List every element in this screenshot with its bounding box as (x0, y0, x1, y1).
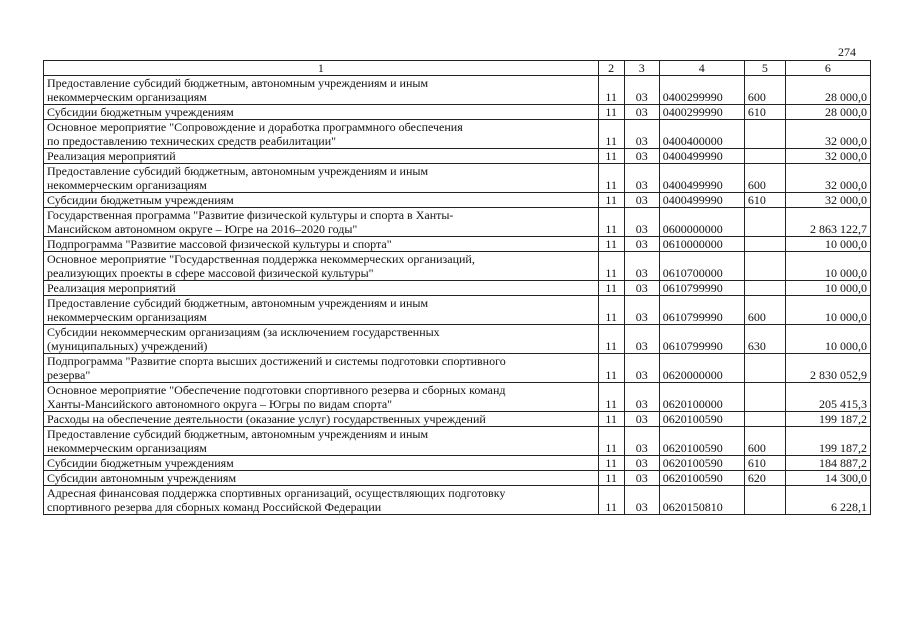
row-name-line: Предоставление субсидий бюджетным, автономным учреждениям и иным (47, 427, 429, 441)
target-article-code: 0620100000 (659, 383, 744, 412)
table-row (44, 281, 871, 296)
section-code: 11 (598, 427, 624, 456)
expense-type-code: 610 (744, 456, 785, 471)
row-name-line: Субсидии бюджетным учреждениям (47, 105, 234, 119)
header-row (44, 61, 871, 76)
subsection-code: 03 (624, 296, 659, 325)
column-header-3: 3 (624, 61, 659, 76)
subsection-code: 03 (624, 149, 659, 164)
row-name-line: Адресная финансовая поддержка спортивных организаций, осуществляющих подготовку (47, 486, 506, 500)
expense-type-code (744, 120, 785, 149)
expense-type-code (744, 412, 785, 427)
amount: 2 830 052,9 (785, 354, 870, 383)
row-name (44, 296, 599, 325)
row-name-line: Реализация мероприятий (47, 281, 176, 295)
amount: 14 300,0 (785, 471, 870, 486)
row-name-line: Подпрограмма "Развитие спорта высших достижений и системы подготовки спортивного (47, 354, 506, 368)
subsection-code: 03 (624, 120, 659, 149)
row-name-line: Мансийском автономном округе – Югре на 2016–2020 годы" (47, 222, 358, 236)
row-name-line: Основное мероприятие "Обеспечение подготовки спортивного резерва и сборных команд (47, 383, 506, 397)
table-row (44, 471, 871, 486)
row-name-line: резерва" (47, 368, 91, 382)
section-code: 11 (598, 471, 624, 486)
target-article-code: 0400499990 (659, 149, 744, 164)
subsection-code: 03 (624, 383, 659, 412)
target-article-code: 0400299990 (659, 105, 744, 120)
subsection-code: 03 (624, 208, 659, 237)
table-row (44, 193, 871, 208)
row-name (44, 120, 599, 149)
row-name-line: спортивного резерва для сборных команд Российской Федерации (47, 500, 382, 514)
target-article-code: 0620000000 (659, 354, 744, 383)
row-name (44, 281, 599, 296)
row-name-line: Основное мероприятие "Сопровождение и доработка программного обеспечения (47, 120, 463, 134)
amount: 10 000,0 (785, 252, 870, 281)
row-name (44, 237, 599, 252)
section-code: 11 (598, 486, 624, 515)
section-code: 11 (598, 383, 624, 412)
row-name (44, 325, 599, 354)
target-article-code: 0610799990 (659, 296, 744, 325)
amount: 32 000,0 (785, 149, 870, 164)
row-name-line: Реализация мероприятий (47, 149, 176, 163)
expense-type-code (744, 486, 785, 515)
target-article-code: 0600000000 (659, 208, 744, 237)
table-row (44, 208, 871, 237)
section-code: 11 (598, 149, 624, 164)
target-article-code: 0400499990 (659, 164, 744, 193)
row-name-line: Государственная программа "Развитие физической культуры и спорта в Ханты- (47, 208, 454, 222)
table-row (44, 149, 871, 164)
table-row (44, 120, 871, 149)
expense-type-code: 600 (744, 76, 785, 105)
amount: 28 000,0 (785, 76, 870, 105)
subsection-code: 03 (624, 193, 659, 208)
subsection-code: 03 (624, 105, 659, 120)
row-name-line: по предоставлению технических средств реабилитации" (47, 134, 337, 148)
amount: 32 000,0 (785, 120, 870, 149)
budget-table (43, 60, 871, 515)
expense-type-code: 610 (744, 105, 785, 120)
subsection-code: 03 (624, 456, 659, 471)
table-row (44, 486, 871, 515)
expense-type-code: 620 (744, 471, 785, 486)
row-name-line: Субсидии бюджетным учреждениям (47, 456, 234, 470)
row-name-line: Расходы на обеспечение деятельности (оказание услуг) государственных учреждений (47, 412, 486, 426)
section-code: 11 (598, 193, 624, 208)
table-row (44, 325, 871, 354)
section-code: 11 (598, 281, 624, 296)
table-row (44, 164, 871, 193)
row-name-line: Подпрограмма "Развитие массовой физической культуры и спорта" (47, 237, 392, 251)
amount: 6 228,1 (785, 486, 870, 515)
target-article-code: 0400299990 (659, 76, 744, 105)
section-code: 11 (598, 164, 624, 193)
target-article-code: 0620100590 (659, 456, 744, 471)
subsection-code: 03 (624, 237, 659, 252)
expense-type-code: 630 (744, 325, 785, 354)
row-name-line: некоммерческим организациям (47, 90, 207, 104)
row-name-line: Предоставление субсидий бюджетным, автономным учреждениям и иным (47, 76, 429, 90)
expense-type-code (744, 237, 785, 252)
row-name (44, 164, 599, 193)
section-code: 11 (598, 296, 624, 325)
budget-table-body (44, 61, 871, 515)
table-row (44, 354, 871, 383)
expense-type-code (744, 149, 785, 164)
row-name (44, 149, 599, 164)
row-name (44, 471, 599, 486)
section-code: 11 (598, 120, 624, 149)
section-code: 11 (598, 76, 624, 105)
target-article-code: 0620100590 (659, 427, 744, 456)
row-name-line: Предоставление субсидий бюджетным, автономным учреждениям и иным (47, 296, 429, 310)
amount: 199 187,2 (785, 412, 870, 427)
row-name (44, 427, 599, 456)
subsection-code: 03 (624, 427, 659, 456)
row-name (44, 354, 599, 383)
amount: 10 000,0 (785, 296, 870, 325)
section-code: 11 (598, 325, 624, 354)
table-row (44, 427, 871, 456)
subsection-code: 03 (624, 354, 659, 383)
row-name-line: некоммерческим организациям (47, 310, 207, 324)
row-name (44, 412, 599, 427)
row-name-line: некоммерческим организациям (47, 441, 207, 455)
subsection-code: 03 (624, 325, 659, 354)
expense-type-code (744, 252, 785, 281)
subsection-code: 03 (624, 486, 659, 515)
subsection-code: 03 (624, 164, 659, 193)
row-name-line: Субсидии бюджетным учреждениям (47, 193, 234, 207)
amount: 205 415,3 (785, 383, 870, 412)
table-row (44, 412, 871, 427)
target-article-code: 0620100590 (659, 412, 744, 427)
subsection-code: 03 (624, 471, 659, 486)
subsection-code: 03 (624, 76, 659, 105)
expense-type-code: 600 (744, 427, 785, 456)
row-name-line: Ханты-Мансийского автономного округа – Югры по видам спорта" (47, 397, 393, 411)
section-code: 11 (598, 456, 624, 471)
section-code: 11 (598, 105, 624, 120)
amount: 2 863 122,7 (785, 208, 870, 237)
table-row (44, 76, 871, 105)
row-name-line: Субсидии автономным учреждениям (47, 471, 237, 485)
expense-type-code (744, 383, 785, 412)
target-article-code: 0610000000 (659, 237, 744, 252)
amount: 32 000,0 (785, 164, 870, 193)
column-header-4: 4 (659, 61, 744, 76)
table-row (44, 383, 871, 412)
table-row (44, 237, 871, 252)
table-row (44, 456, 871, 471)
row-name (44, 252, 599, 281)
row-name-line: (муниципальных) учреждений) (47, 339, 208, 353)
row-name (44, 456, 599, 471)
table-row (44, 105, 871, 120)
expense-type-code (744, 354, 785, 383)
section-code: 11 (598, 208, 624, 237)
target-article-code: 0400400000 (659, 120, 744, 149)
amount: 199 187,2 (785, 427, 870, 456)
target-article-code: 0610700000 (659, 252, 744, 281)
expense-type-code: 600 (744, 164, 785, 193)
target-article-code: 0620100590 (659, 471, 744, 486)
expense-type-code (744, 281, 785, 296)
subsection-code: 03 (624, 281, 659, 296)
section-code: 11 (598, 354, 624, 383)
target-article-code: 0610799990 (659, 281, 744, 296)
amount: 32 000,0 (785, 193, 870, 208)
column-header-5: 5 (744, 61, 785, 76)
target-article-code: 0610799990 (659, 325, 744, 354)
amount: 10 000,0 (785, 325, 870, 354)
row-name-line: некоммерческим организациям (47, 178, 207, 192)
row-name (44, 486, 599, 515)
subsection-code: 03 (624, 252, 659, 281)
row-name-line: реализующих проекты в сфере массовой физической культуры" (47, 266, 374, 280)
target-article-code: 0620150810 (659, 486, 744, 515)
target-article-code: 0400499990 (659, 193, 744, 208)
column-header-2: 2 (598, 61, 624, 76)
section-code: 11 (598, 237, 624, 252)
expense-type-code: 610 (744, 193, 785, 208)
amount: 10 000,0 (785, 281, 870, 296)
row-name-line: Основное мероприятие "Государственная поддержка некоммерческих организаций, (47, 252, 475, 266)
amount: 28 000,0 (785, 105, 870, 120)
amount: 10 000,0 (785, 237, 870, 252)
row-name-line: Субсидии некоммерческим организациям (за исключением государственных (47, 325, 440, 339)
subsection-code: 03 (624, 412, 659, 427)
row-name-line: Предоставление субсидий бюджетным, автономным учреждениям и иным (47, 164, 429, 178)
column-header-6: 6 (785, 61, 870, 76)
expense-type-code (744, 208, 785, 237)
row-name (44, 76, 599, 105)
row-name (44, 105, 599, 120)
table-row (44, 296, 871, 325)
section-code: 11 (598, 252, 624, 281)
amount: 184 887,2 (785, 456, 870, 471)
table-row (44, 252, 871, 281)
expense-type-code: 600 (744, 296, 785, 325)
row-name (44, 383, 599, 412)
section-code: 11 (598, 412, 624, 427)
row-name (44, 208, 599, 237)
column-header-1: 1 (44, 61, 599, 76)
page-number: 274 (838, 45, 856, 59)
row-name (44, 193, 599, 208)
